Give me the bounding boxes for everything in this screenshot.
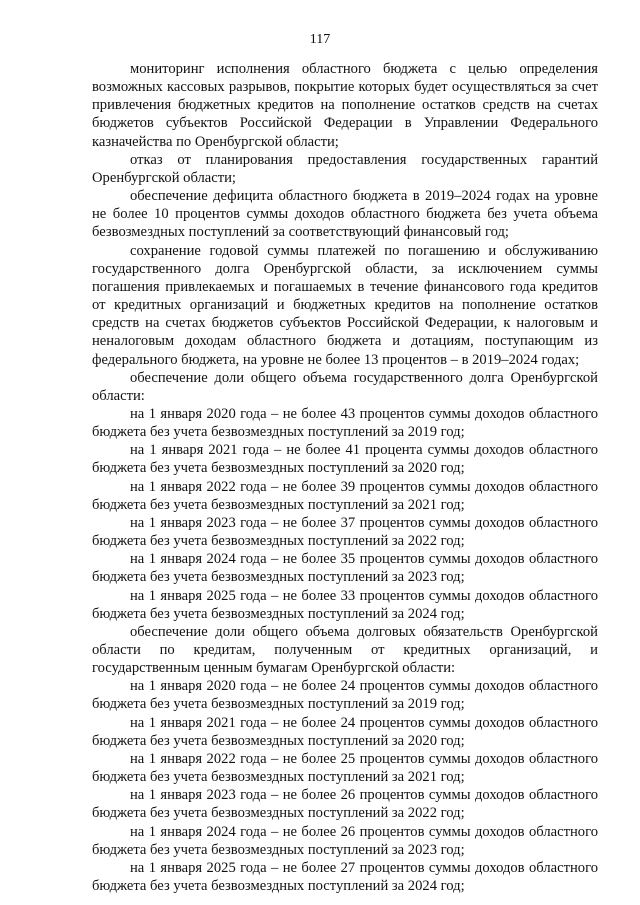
list-item-debt-2023: на 1 января 2023 года – не более 37 процентов суммы доходов областного бюджета без учета безвозмездных поступлений за 2022 год;	[92, 514, 598, 550]
list-item-debt-2025: на 1 января 2025 года – не более 33 процентов суммы доходов областного бюджета без учета безвозмездных поступлений за 2024 год;	[92, 587, 598, 622]
list-item-credit-2021: на 1 января 2021 года – не более 24 процентов суммы доходов областного бюджета без учета безвозмездных поступлений за 2020 год;	[92, 714, 598, 749]
list-item-debt-2024: на 1 января 2024 года – не более 35 процентов суммы доходов областного бюджета без учета безвозмездных поступлений за 2023 год;	[92, 551, 598, 586]
list-item-credit-2024: на 1 января 2024 года – не более 26 процентов суммы доходов областного бюджета без учета безвозмездных поступлений за 2023 год;	[92, 823, 598, 858]
list-item-credit-2020: на 1 января 2020 года – не более 24 процентов суммы доходов областного бюджета без учета безвозмездных поступлений за 2019 год;	[92, 678, 598, 713]
list-item-credit-2025: на 1 января 2025 года – не более 27 процентов суммы доходов областного бюджета без учета безвозмездных поступлений за 2024 год;	[92, 859, 598, 895]
document-body	[92, 60, 598, 895]
paragraph-guarantees: отказ от планирования предоставления государственных гарантий Оренбургской области;	[92, 151, 598, 186]
paragraph-debt-payments: сохранение годовой суммы платежей по погашению и обслуживанию государственного долга Оренбургской области, за исключением суммы погашения привлекаемых и погашаемых в течение финансового года кредитов от кредитных организаций и бюджетных кредитов на пополнение остатков средств на счетах бюджетов субъектов Российской Федерации, к налоговым и неналоговым доходам областного бюджета и дотациям, поступающим из федерального бюджета, на уровне не более 13 процентов – в 2019–2024 годах;	[92, 242, 598, 368]
paragraph-debt-share-intro: обеспечение доли общего объема государственного долга Оренбургской области:	[92, 369, 598, 404]
list-item-credit-2022: на 1 января 2022 года – не более 25 процентов суммы доходов областного бюджета без учета безвозмездных поступлений за 2021 год;	[92, 750, 598, 786]
paragraph-monitoring: мониторинг исполнения областного бюджета с целью определения возможных кассовых разрывов, покрытие которых будет осуществляться за счет привлечения бюджетных кредитов на пополнение остатков средств на счетах бюджетов субъектов Российской Федерации в Управлении Федерального казначейства по Оренбургской области;	[92, 61, 598, 150]
list-item-credit-2023: на 1 января 2023 года – не более 26 процентов суммы доходов областного бюджета без учета безвозмездных поступлений за 2022 год;	[92, 787, 598, 822]
list-item-debt-2020: на 1 января 2020 года – не более 43 процентов суммы доходов областного бюджета без учета безвозмездных поступлений за 2019 год;	[92, 405, 598, 441]
paragraph-credit-share-intro: обеспечение доли общего объема долговых обязательств Оренбургской области по кредитам, полученным от кредитных организаций, и государственным ценным бумагам Оренбургской области:	[92, 623, 598, 677]
page-number: 117	[309, 32, 331, 47]
list-item-debt-2022: на 1 января 2022 года – не более 39 процентов суммы доходов областного бюджета без учета безвозмездных поступлений за 2021 год;	[92, 478, 598, 513]
paragraph-deficit: обеспечение дефицита областного бюджета в 2019–2024 годах на уровне не более 10 процентов суммы доходов областного бюджета без учета объема безвозмездных поступлений за соответствующий финансовый год;	[92, 188, 598, 241]
list-item-debt-2021: на 1 января 2021 года – не более 41 процента суммы доходов областного бюджета без учета безвозмездных поступлений за 2020 год;	[92, 442, 598, 477]
